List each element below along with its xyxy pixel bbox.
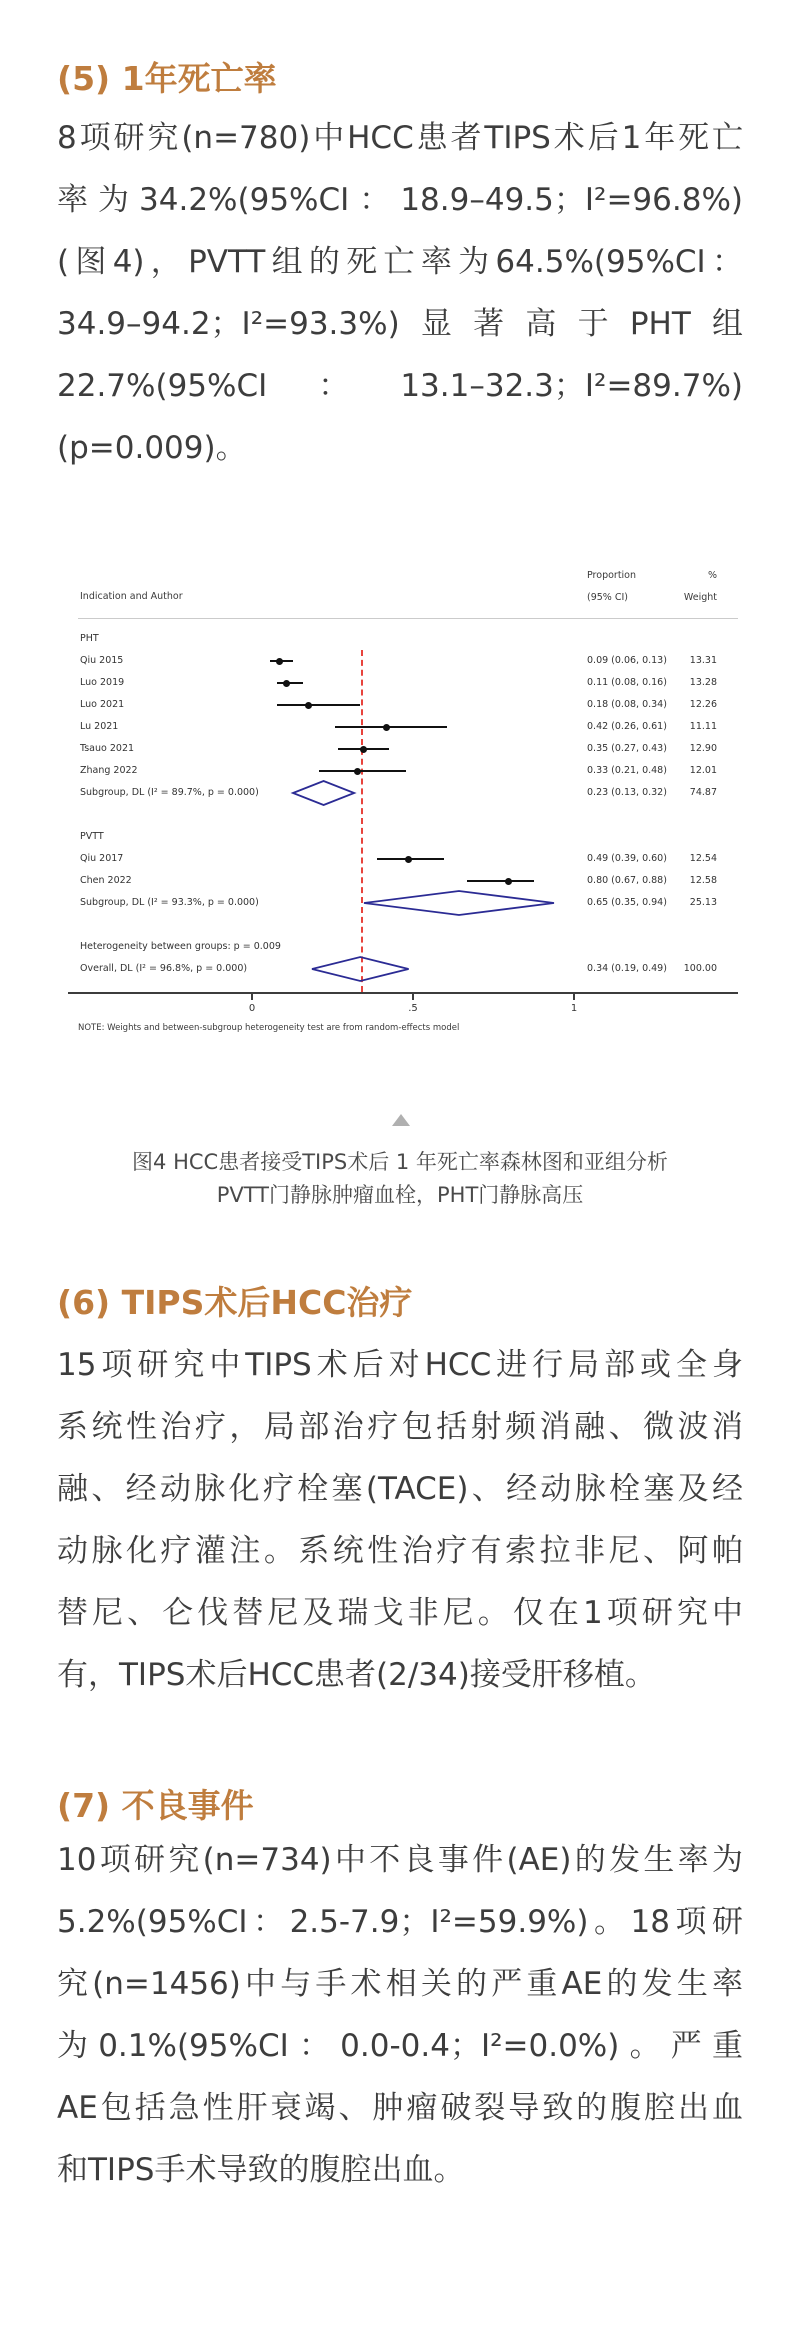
x-axis-tick xyxy=(412,992,414,1000)
paragraph-line: 为0.1%(95%CI：0.0-0.4；I²=0.0%)。严重 xyxy=(57,2028,743,2064)
section-7-paragraph xyxy=(57,1829,743,2201)
paragraph-line: (p=0.009)。 xyxy=(57,430,247,466)
plot-note: NOTE: Weights and between-subgroup heterogeneity test are from random-effects model xyxy=(78,1023,460,1033)
section-5-paragraph xyxy=(57,107,743,479)
column-header-weight: Weight xyxy=(683,592,717,603)
point-estimate-marker xyxy=(305,702,312,709)
point-estimate-marker xyxy=(283,680,290,687)
weight-value: 25.13 xyxy=(689,897,717,908)
ci-line xyxy=(335,726,448,728)
paragraph-line: 和TIPS手术导致的腹腔出血。 xyxy=(57,2152,465,2188)
paragraph-line: 5.2%(95%CI：2.5-7.9；I²=59.9%)。18项研 xyxy=(57,1904,743,1940)
row-label: Chen 2022 xyxy=(80,875,132,886)
weight-value: 74.87 xyxy=(689,787,717,798)
paragraph-line: 动脉化疗灌注。系统性治疗有索拉非尼、阿帕 xyxy=(57,1533,743,1569)
weight-value: 12.58 xyxy=(689,875,717,886)
row-label: Lu 2021 xyxy=(80,721,119,732)
row-label: Luo 2019 xyxy=(80,677,125,688)
row-label: Overall, DL (I² = 96.8%, p = 0.000) xyxy=(80,963,248,974)
proportion-ci-value: 0.09 (0.06, 0.13) xyxy=(587,655,667,666)
pooled-estimate-diamond xyxy=(364,891,554,915)
proportion-ci-value: 0.42 (0.26, 0.61) xyxy=(587,721,667,732)
proportion-ci-value: 0.11 (0.08, 0.16) xyxy=(587,677,667,688)
weight-value: 12.54 xyxy=(689,853,717,864)
paragraph-line: 系统性治疗，局部治疗包括射频消融、微波消 xyxy=(57,1409,743,1445)
triangle-up-icon[interactable] xyxy=(392,1114,410,1126)
point-estimate-marker xyxy=(505,878,512,885)
column-header-percent: % xyxy=(707,570,717,581)
header-divider xyxy=(78,618,738,619)
row-label: Qiu 2017 xyxy=(80,853,124,864)
figure-caption xyxy=(57,1146,743,1212)
paragraph-line: 15项研究中TIPS术后对HCC进行局部或全身 xyxy=(57,1347,743,1383)
ci-line xyxy=(467,880,535,882)
paragraph-line: 有，TIPS术后HCC患者(2/34)接受肝移植。 xyxy=(57,1657,656,1693)
paragraph-line: 22.7%(95%CI：13.1–32.3；I²=89.7%) xyxy=(57,368,743,404)
column-header-ci: (95% CI) xyxy=(587,592,628,603)
proportion-ci-value: 0.18 (0.08, 0.34) xyxy=(587,699,667,710)
point-estimate-marker xyxy=(276,658,283,665)
proportion-ci-value: 0.65 (0.35, 0.94) xyxy=(587,897,667,908)
paragraph-line: 究(n=1456)中与手术相关的严重AE的发生率 xyxy=(57,1966,743,2002)
ci-line xyxy=(277,704,361,706)
weight-value: 12.01 xyxy=(689,765,717,776)
row-label: Heterogeneity between groups: p = 0.009 xyxy=(80,941,281,952)
weight-value: 13.31 xyxy=(689,655,717,666)
point-estimate-marker xyxy=(383,724,390,731)
row-label: Subgroup, DL (I² = 93.3%, p = 0.000) xyxy=(80,897,259,908)
forest-plot-figure xyxy=(55,555,745,1065)
x-axis-tick-label: 1 xyxy=(570,1003,578,1014)
paragraph-line: 8项研究(n=780)中HCC患者TIPS术后1年死亡 xyxy=(57,120,743,156)
group-label: PVTT xyxy=(80,831,104,842)
paragraph-line: 率为34.2%(95%CI：18.9–49.5；I²=96.8%) xyxy=(57,182,743,218)
proportion-ci-value: 0.35 (0.27, 0.43) xyxy=(587,743,667,754)
row-label: Zhang 2022 xyxy=(80,765,138,776)
proportion-ci-value: 0.49 (0.39, 0.60) xyxy=(587,853,667,864)
x-axis-tick-label: 0 xyxy=(248,1003,256,1014)
point-estimate-marker xyxy=(405,856,412,863)
paragraph-line: 10项研究(n=734)中不良事件(AE)的发生率为 xyxy=(57,1842,743,1878)
column-header-proportion: Proportion xyxy=(587,570,637,581)
section-6-heading: (6) TIPS术后HCC治疗 xyxy=(57,1283,413,1322)
proportion-ci-value: 0.33 (0.21, 0.48) xyxy=(587,765,667,776)
pooled-estimate-diamond xyxy=(312,957,409,981)
weight-value: 12.90 xyxy=(689,743,717,754)
section-6-paragraph xyxy=(57,1334,743,1706)
row-label: Tsauo 2021 xyxy=(80,743,135,754)
paragraph-line: 34.9–94.2；I²=93.3%)显著高于PHT组 xyxy=(57,306,743,342)
reference-line xyxy=(361,650,363,992)
x-axis-tick-label: .5 xyxy=(408,1003,418,1014)
x-axis-tick xyxy=(573,992,575,1000)
point-estimate-marker xyxy=(360,746,367,753)
weight-value: 100.00 xyxy=(683,963,717,974)
paragraph-line: 融、经动脉化疗栓塞(TACE)、经动脉栓塞及经 xyxy=(57,1471,743,1507)
figure-caption-line2: PVTT门静脉肿瘤血栓，PHT门静脉高压 xyxy=(216,1183,584,1207)
x-axis xyxy=(68,992,738,994)
column-header-indication: Indication and Author xyxy=(80,591,183,602)
section-7-heading: (7) 不良事件 xyxy=(57,1786,254,1825)
weight-value: 12.26 xyxy=(689,699,717,710)
row-label: Qiu 2015 xyxy=(80,655,124,666)
weight-value: 11.11 xyxy=(689,721,717,732)
point-estimate-marker xyxy=(354,768,361,775)
weight-value: 13.28 xyxy=(689,677,717,688)
ci-line xyxy=(319,770,406,772)
paragraph-line: 替尼、仑伐替尼及瑞戈非尼。仅在1项研究中 xyxy=(57,1595,743,1631)
section-5-heading: (5) 1年死亡率 xyxy=(57,59,277,98)
x-axis-tick xyxy=(251,992,253,1000)
row-label: Subgroup, DL (I² = 89.7%, p = 0.000) xyxy=(80,787,259,798)
figure-caption-line1: 图4 HCC患者接受TIPS术后 1 年死亡率森林图和亚组分析 xyxy=(132,1150,668,1174)
group-label: PHT xyxy=(80,633,99,644)
proportion-ci-value: 0.80 (0.67, 0.88) xyxy=(587,875,667,886)
row-label: Luo 2021 xyxy=(80,699,125,710)
proportion-ci-value: 0.23 (0.13, 0.32) xyxy=(587,787,667,798)
paragraph-line: AE包括急性肝衰竭、肿瘤破裂导致的腹腔出血 xyxy=(57,2090,743,2126)
pooled-estimate-diamond xyxy=(293,781,354,805)
paragraph-line: (图4)，PVTT组的死亡率为64.5%(95%CI： xyxy=(57,244,743,280)
proportion-ci-value: 0.34 (0.19, 0.49) xyxy=(587,963,667,974)
